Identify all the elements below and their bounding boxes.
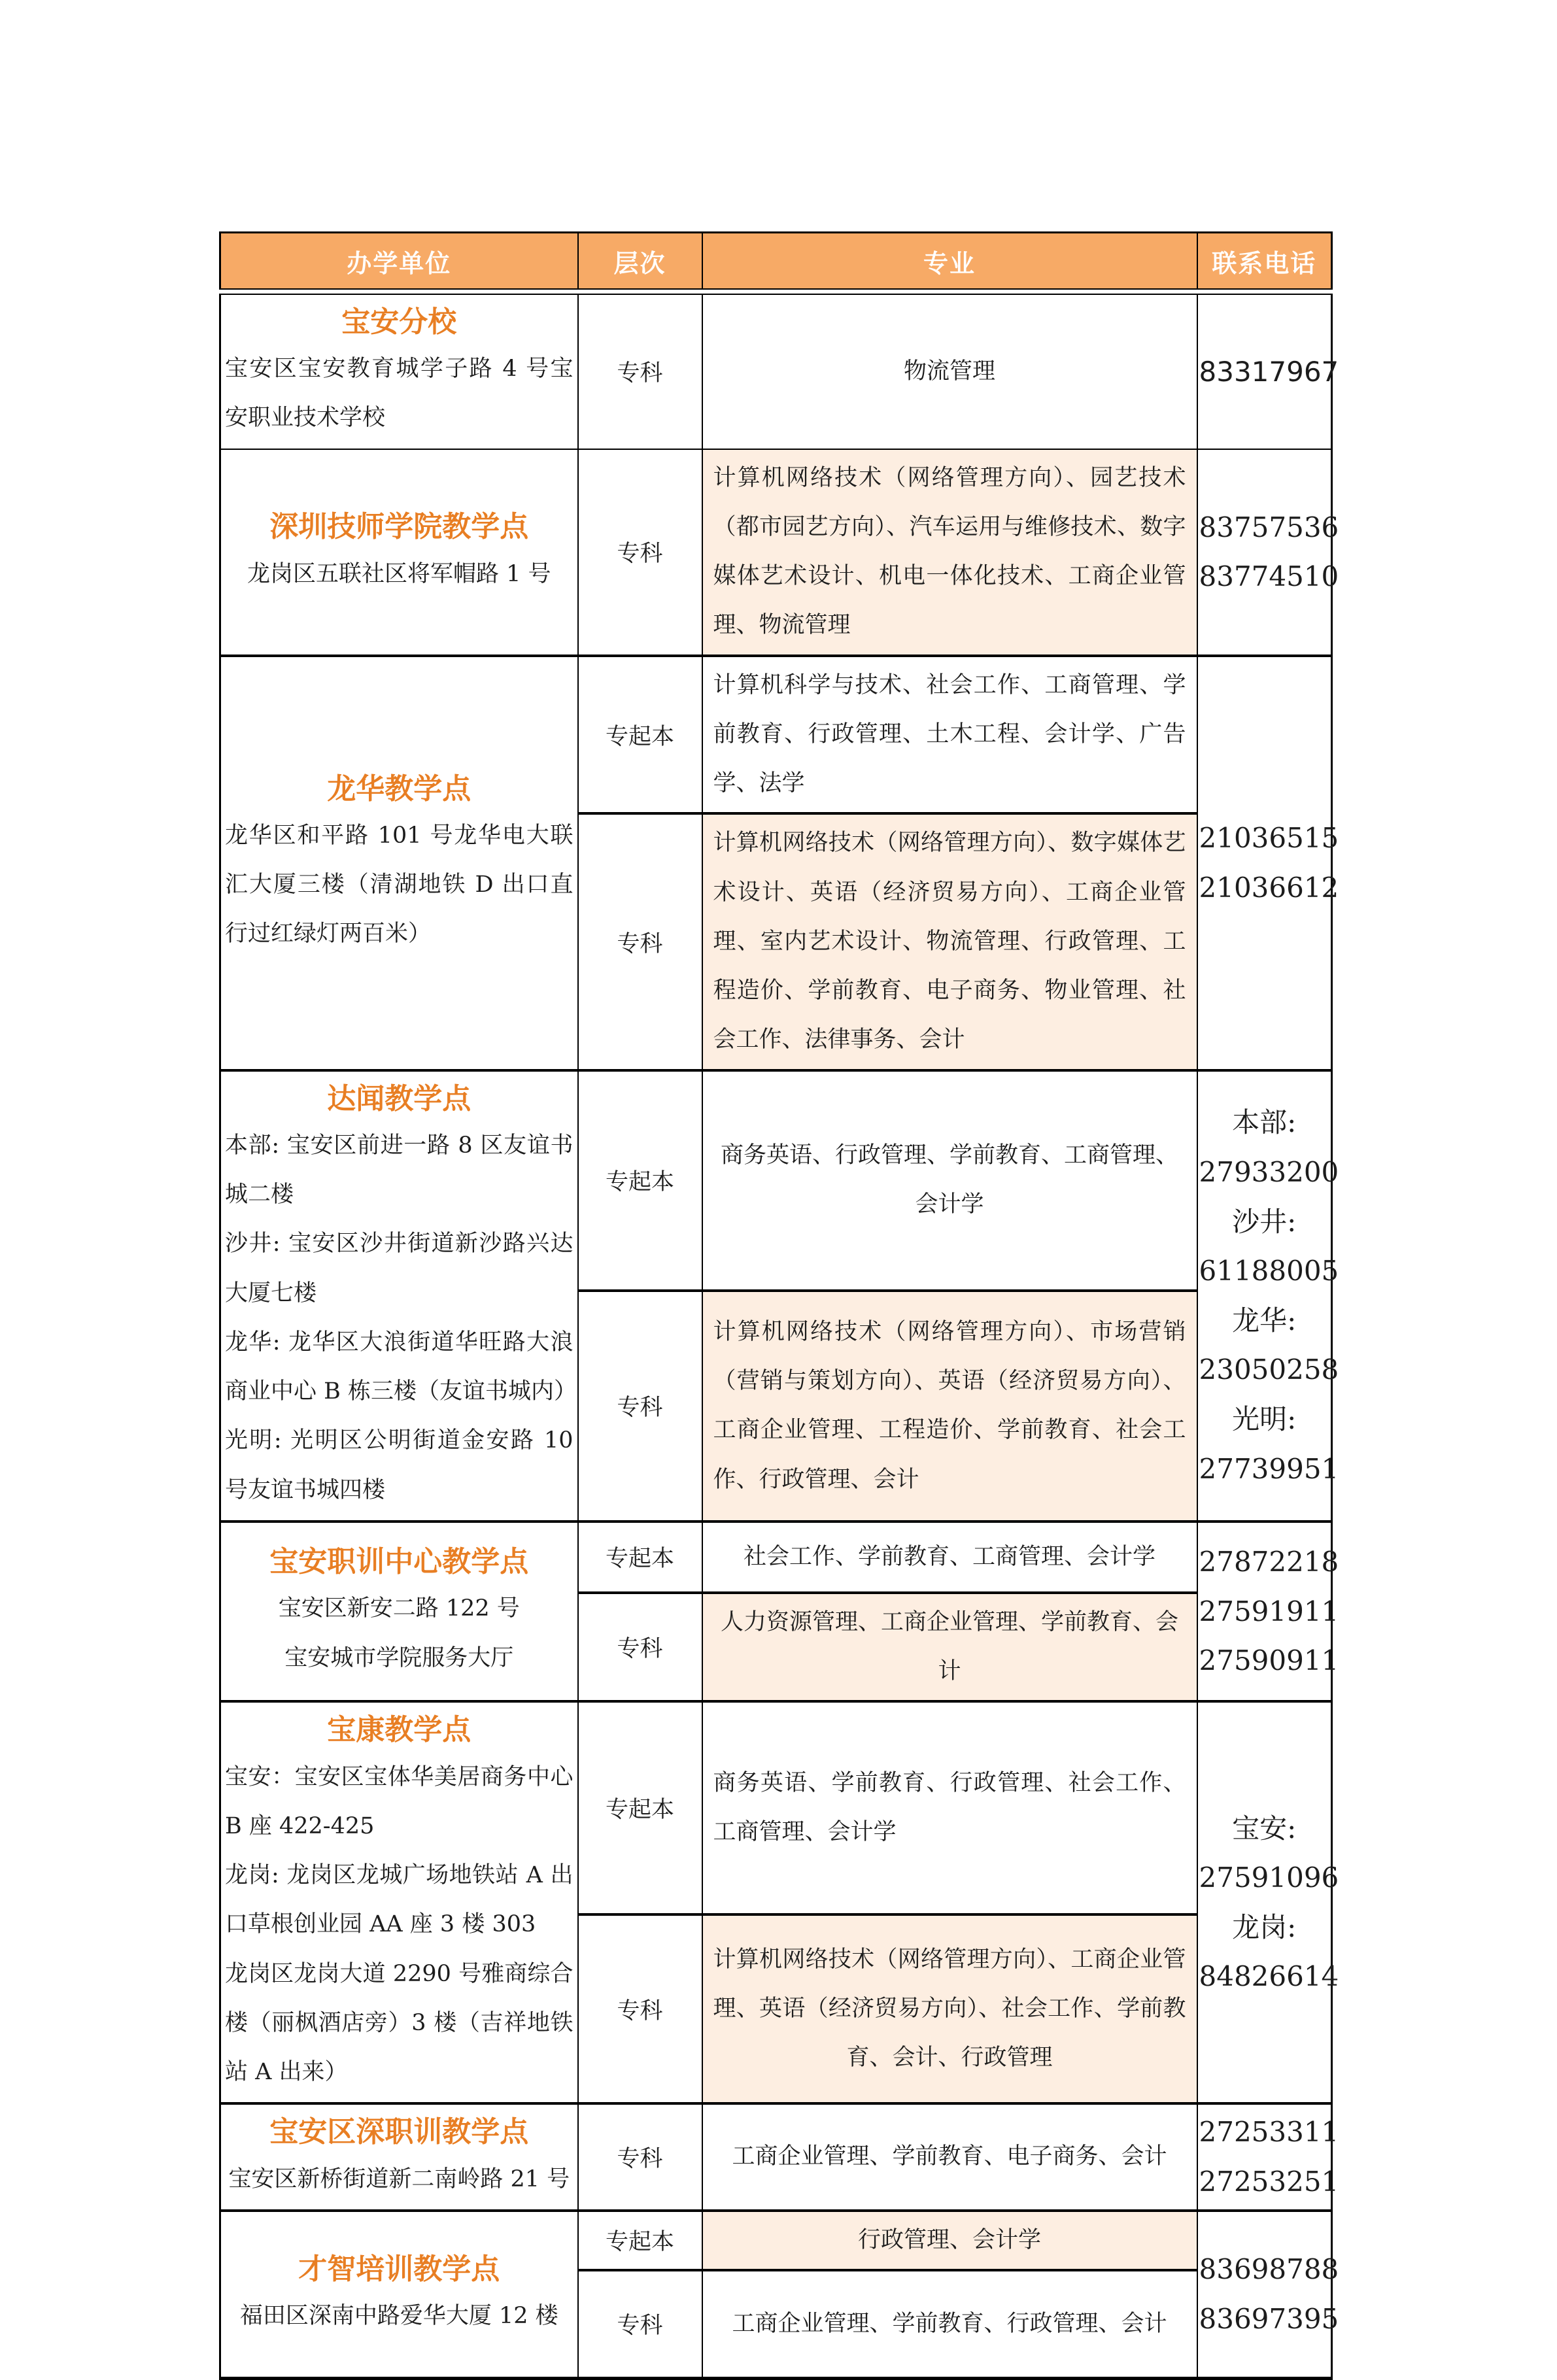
table-header <box>219 231 1333 290</box>
unit-address: 沙井: 宝安区沙井街道新沙路兴达大厦七楼 <box>225 1231 573 1306</box>
unit-address: 光明: 光明区公明街道金安路 10 号友谊书城四楼 <box>225 1427 573 1503</box>
unit-address: 宝安区宝安教育城学子路 4 号宝安职业技术学校 <box>225 356 573 432</box>
majors-cell: 计算机科学与技术、社会工作、工商管理、学前教育、行政管理、土木工程、会计学、广告学、法学 <box>702 656 1197 814</box>
phone-cell <box>1197 1070 1339 1522</box>
phone-number: 83698788 <box>1199 2253 1339 2286</box>
majors-cell: 行政管理、会计学 <box>702 2211 1197 2270</box>
phone-number: 27739951 <box>1199 1452 1339 1485</box>
unit-title: 龙华教学点 <box>327 772 471 806</box>
table-row <box>220 449 1332 656</box>
phone-number: 83697395 <box>1199 2302 1339 2335</box>
unit-address: 龙华: 龙华区大浪街道华旺路大浪商业中心 B 栋三楼（友谊书城内） <box>225 1329 577 1405</box>
level-cell: 专科 <box>578 2270 702 2378</box>
level-cell: 专科 <box>578 449 702 656</box>
unit-address: 宝安城市学院服务大厅 <box>284 1644 514 1671</box>
unit-address: 本部: 宝安区前进一路 8 区友谊书城二楼 <box>225 1132 573 1208</box>
majors-cell: 物流管理 <box>702 294 1197 449</box>
unit-address: 宝安区新桥街道新二南岭路 21 号 <box>228 2166 570 2192</box>
phone-number: 84826614 <box>1199 1960 1339 1993</box>
table-row <box>220 1070 1332 1291</box>
phone-cell <box>1197 1701 1339 2103</box>
majors-cell: 计算机网络技术（网络管理方向）、园艺技术（都市园艺方向）、汽车运用与维修技术、数字媒体艺术设计、机电一体化技术、工商企业管理、物流管理 <box>702 449 1197 656</box>
unit-address: 龙岗区五联社区将军帽路 1 号 <box>247 560 551 587</box>
phone-label: 本部: <box>1232 1106 1297 1139</box>
phone-number: 27872218 <box>1199 1546 1339 1578</box>
phone-number: 83757536 <box>1199 511 1339 543</box>
unit-title: 宝安区深职训教学点 <box>269 2115 529 2149</box>
unit-address: 宝安区新安二路 122 号 <box>278 1595 520 1622</box>
majors-cell: 计算机网络技术（网络管理方向）、数字媒体艺术设计、英语（经济贸易方向）、工商企业管理、室内艺术设计、物流管理、行政管理、工程造价、学前教育、电子商务、物业管理、社会工作、法律事务、会计 <box>702 813 1197 1070</box>
phone-number: 21036612 <box>1199 871 1339 904</box>
level-cell: 专起本 <box>578 1070 702 1291</box>
unit-cell-shenzhen-jishi <box>220 449 578 656</box>
phone-label: 宝安: <box>1232 1812 1297 1844</box>
level-cell: 专起本 <box>578 1701 702 1914</box>
phone-number: 27933200 <box>1199 1156 1339 1188</box>
phone-cell <box>1197 2103 1339 2210</box>
table-row <box>220 2103 1332 2210</box>
unit-address: 龙岗: 龙岗区龙城广场地铁站 A 出口草根创业园 AA 座 3 楼 303 <box>225 1862 573 1938</box>
phone-number: 27590911 <box>1199 1644 1339 1677</box>
col-header-unit: 办学单位 <box>220 233 578 290</box>
level-cell: 专起本 <box>578 2211 702 2270</box>
unit-cell-dawen <box>220 1070 578 1522</box>
unit-title: 宝安分校 <box>341 305 457 339</box>
level-cell: 专科 <box>578 294 702 449</box>
phone-number: 21036515 <box>1199 822 1339 855</box>
admissions-table <box>219 231 1339 2380</box>
table-body <box>219 294 1339 2380</box>
phone-cell <box>1197 1522 1339 1702</box>
col-header-phone: 联系电话 <box>1197 233 1332 290</box>
table-row <box>220 2211 1332 2270</box>
phone-number: 27253311 <box>1199 2116 1339 2149</box>
unit-title: 宝安职训中心教学点 <box>269 1545 529 1579</box>
phone-label: 龙岗: <box>1232 1911 1297 1943</box>
phone-label: 龙华: <box>1232 1304 1297 1336</box>
unit-cell-baoan-shenzhixun <box>220 2103 578 2210</box>
unit-address: 宝安：宝安区宝体华美居商务中心 B 座 422-425 <box>225 1763 573 1839</box>
majors-cell: 计算机网络技术（网络管理方向）、工商企业管理、英语（经济贸易方向）、社会工作、学前教育、会计、行政管理 <box>702 1914 1197 2103</box>
unit-cell-caizhi <box>220 2211 578 2378</box>
phone-number: 23050258 <box>1199 1353 1339 1386</box>
phone-number: 83774510 <box>1199 560 1339 593</box>
unit-cell-baoan-fenxiao <box>220 294 578 449</box>
phone-number: 27591911 <box>1199 1595 1339 1627</box>
table-row <box>220 1522 1332 1593</box>
col-header-level: 层次 <box>578 233 702 290</box>
level-cell: 专科 <box>578 813 702 1070</box>
majors-cell: 商务英语、行政管理、学前教育、工商管理、会计学 <box>702 1070 1197 1291</box>
unit-title: 达闻教学点 <box>327 1081 471 1115</box>
unit-cell-longhua <box>220 656 578 1070</box>
phone-number: 27591096 <box>1199 1862 1339 1894</box>
majors-cell: 人力资源管理、工商企业管理、学前教育、会计 <box>702 1593 1197 1702</box>
phone-number: 83317967 <box>1199 355 1339 388</box>
level-cell: 专科 <box>578 2103 702 2210</box>
majors-cell: 工商企业管理、学前教育、电子商务、会计 <box>702 2103 1197 2210</box>
majors-cell: 工商企业管理、学前教育、行政管理、会计 <box>702 2270 1197 2378</box>
unit-cell-baokang <box>220 1701 578 2103</box>
unit-address: 龙岗区龙岗大道 2290 号雅商综合楼（丽枫酒店旁）3 楼（吉祥地铁站 A 出来） <box>225 1960 573 2086</box>
phone-label: 光明: <box>1232 1402 1297 1435</box>
phone-cell <box>1197 2211 1339 2378</box>
phone-label: 沙井: <box>1232 1205 1297 1238</box>
phone-cell <box>1197 294 1339 449</box>
phone-number: 61188005 <box>1199 1255 1339 1287</box>
unit-address: 福田区深南中路爱华大厦 12 楼 <box>239 2303 558 2330</box>
level-cell: 专科 <box>578 1593 702 1702</box>
level-cell: 专起本 <box>578 656 702 814</box>
majors-cell: 计算机网络技术（网络管理方向）、市场营销（营销与策划方向）、英语（经济贸易方向）、工商企业管理、工程造价、学前教育、社会工作、行政管理、会计 <box>702 1291 1197 1522</box>
unit-address: 龙华区和平路 101 号龙华电大联汇大厦三楼（清湖地铁 D 出口直行过红绿灯两百米） <box>225 822 573 947</box>
unit-title: 宝康教学点 <box>327 1713 471 1747</box>
unit-title: 才智培训教学点 <box>298 2252 500 2286</box>
level-cell: 专科 <box>578 1291 702 1522</box>
majors-cell: 商务英语、学前教育、行政管理、社会工作、工商管理、会计学 <box>702 1701 1197 1914</box>
unit-cell-baoan-zhixun <box>220 1522 578 1702</box>
level-cell: 专科 <box>578 1914 702 2103</box>
col-header-major: 专业 <box>702 233 1197 290</box>
phone-number: 27253251 <box>1199 2166 1339 2198</box>
majors-cell: 社会工作、学前教育、工商管理、会计学 <box>702 1522 1197 1593</box>
phone-cell <box>1197 656 1339 1070</box>
level-cell: 专起本 <box>578 1522 702 1593</box>
table-row <box>220 294 1332 449</box>
table-row <box>220 1701 1332 1914</box>
unit-title: 深圳技师学院教学点 <box>269 510 529 544</box>
phone-cell <box>1197 449 1339 656</box>
table-row <box>220 656 1332 814</box>
